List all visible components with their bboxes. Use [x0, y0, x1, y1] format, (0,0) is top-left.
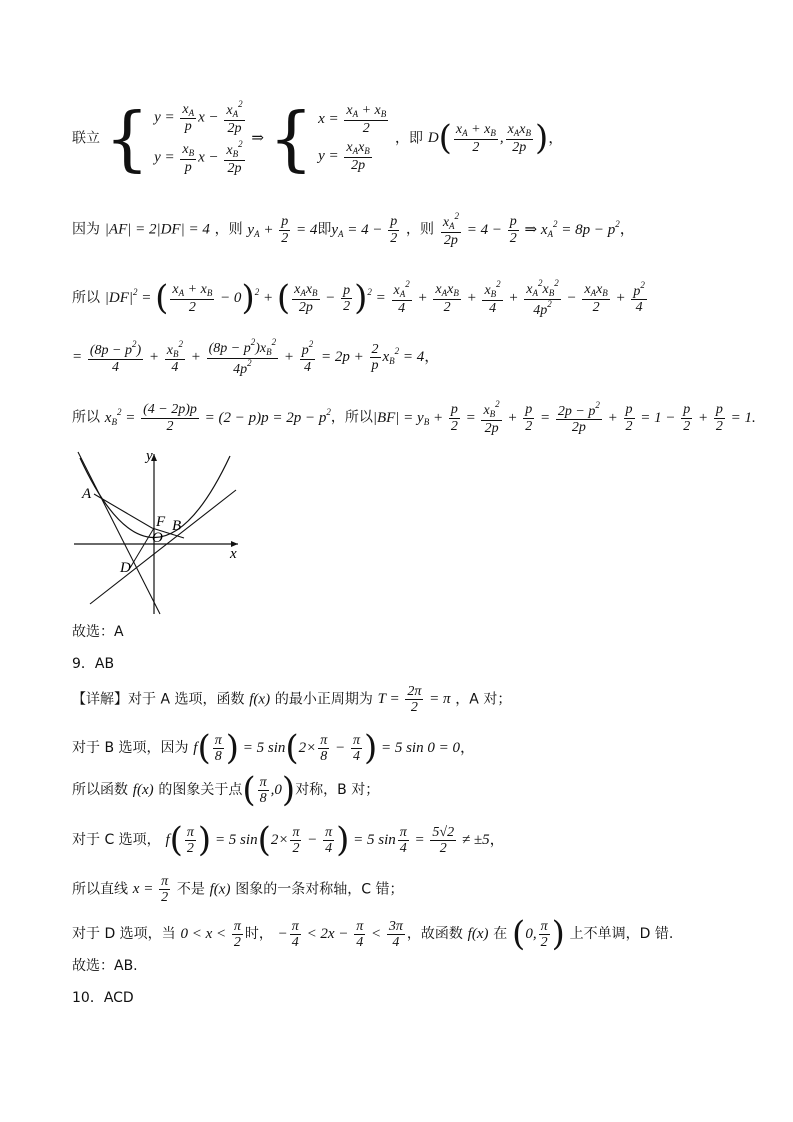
- expr-bf: $|BF| = y_B$ + $\frac{p}{2}$ = $\frac{x_B^2}{2p}$ + $\frac{p}{2}$ = $\frac{2p - p^2}{2p}$ + $\frac{p}{2}$ = 1 − $\frac{p}{2}$ + $\frac{p}{2}$ = 1.: [372, 399, 756, 436]
- expr-df2: $|DF|^2$ = ( $\frac{x_A + x_B}{2}$ − 0)$^2$ + ( $\frac{x_Ax_B}{2p}$ − $\frac{p}{2}$ )$^2$ = $\frac{x_A^2}{4}$ + $\frac{x_Ax_B}{2}$ + $\frac{x_B^2}{4}$ + $\frac{x_A^2x_B^2}{4p^2}$ − $\frac{x_Ax_B}{2}$ + $\frac{p^2}{4}$: [104, 277, 645, 318]
- equation-system-line: 联立 { y = $\frac{x_A}{p}$ x − $\frac{x_A^2}{2p}$ y = $\frac{x_B}{p}$ x − $\frac{x_B^2}{2p}$ ⇒ { x = $\frac{x_A + x_B}{2}$ y = $\frac{x_Ax_B}{2p}$ ，即 D( $\frac{x_A + x_B}{2}$ , $\frac{x_Ax_B}{2p}$ )，: [72, 97, 564, 180]
- left-brace: {: [104, 97, 150, 180]
- df-squared-line: [72, 278, 649, 319]
- text-option-d: 对于 D 选项，当: [72, 925, 176, 942]
- symmetry-point-line: [72, 770, 379, 811]
- symmetry-axis-line: [72, 874, 403, 906]
- text-lianli: 联立: [72, 130, 100, 147]
- expr-fx-4: f(x): [467, 925, 489, 942]
- answer-a: 故选：A: [72, 624, 124, 640]
- text-jiji: ，即: [395, 130, 424, 147]
- point-d-expr: D( $\frac{x_A + x_B}{2}$ , $\frac{x_Ax_B}{2p}$ ): [427, 118, 549, 159]
- text-suoyi-line: 所以直线: [72, 881, 128, 898]
- label-y: y: [146, 448, 153, 464]
- label-a: A: [82, 486, 92, 502]
- question-10-heading: 10．ACD: [72, 990, 134, 1006]
- option-a-line: [72, 684, 511, 716]
- expr-fx: f(x): [249, 691, 271, 708]
- expr-period: T = $\frac{2\pi}{2}$ = π: [377, 684, 451, 716]
- text-shi: 时，: [244, 925, 273, 942]
- expr-xb2: $x_B^2$ = $\frac{(4 - 2p)p}{2}$ = $(2 - p)p = 2p - p^2$: [104, 402, 331, 434]
- chord-ab: [94, 494, 184, 538]
- text-zai: 在: [493, 925, 508, 942]
- text-b-correct: 对称，B 对；: [295, 781, 380, 798]
- text-option-c: 对于 C 选项，: [72, 831, 161, 848]
- option-b-line: 对于 B 选项，因为 f( $\frac{\pi}{8}$ ) = 5 sin(2× $\frac{\pi}{8}$ − $\frac{\pi}{4}$ ) = 5 sin 0 = 0，: [72, 728, 475, 768]
- text-graph-point: 的图象关于点: [158, 781, 243, 798]
- text-c-wrong: 图象的一条对称轴，C 错；: [235, 881, 404, 898]
- df-simplify-line: = $\frac{(8p - p^2)}{4}$ + $\frac{x_B^2}{4}$ + $\frac{(8p - p^2)x_B^2}{4p^2}$ + $\frac{p^2}{4}$ = 2p + $\frac{2}{p}$ $x_B^2 = 4$，: [72, 337, 440, 377]
- expr-fx-3: f(x): [209, 881, 231, 898]
- system-right: x = $\frac{x_A + x_B}{2}$ y = $\frac{x_Ax_B}{2p}$: [318, 103, 387, 174]
- text-yinwei: 因为: [72, 221, 100, 238]
- parabola-figure: [70, 448, 250, 618]
- text-a-correct: ，A 对；: [455, 691, 512, 708]
- label-x: x: [230, 546, 237, 562]
- text-suoyi: 所以: [72, 289, 100, 306]
- system-left: y = $\frac{x_A}{p}$ x − $\frac{x_A^2}{2p}$ y = $\frac{x_B}{p}$ x − $\frac{x_B^2}{2p}$: [154, 99, 243, 177]
- left-brace-2: {: [268, 97, 314, 180]
- text-period: 的最小正周期为: [274, 691, 373, 708]
- label-b: B: [172, 518, 182, 534]
- implies-arrow: ⇒: [251, 128, 264, 147]
- label-f: F: [156, 514, 166, 530]
- text-bushi: 不是: [176, 881, 205, 898]
- text-gu: ，故函数: [406, 925, 463, 942]
- segment-df: [130, 528, 154, 568]
- text-ji: 即: [317, 221, 332, 238]
- text-detail-a: 【详解】对于 A 选项，函数: [72, 691, 245, 708]
- expr-simplify: = $\frac{(8p - p^2)}{4}$ + $\frac{x_B^2}{4}$ + $\frac{(8p - p^2)x_B^2}{4p^2}$ + $\frac{p^2}{4}$ = 2p + $\frac{2}{p}$ $x_B^2 = 4$: [72, 337, 425, 377]
- af-df-line: 因为 |AF| = 2|DF| = 4 ，则 $y_A$ + $\frac{p}{2}$ = 4即$y_A = 4$ − $\frac{p}{2}$ ，则 $\frac{x_A^2}{2p}$ = 4 − $\frac{p}{2}$ ⇒ $x_A^2 = 8p - p^2$，: [72, 211, 635, 248]
- expr-af: |AF| = 2|DF| = 4: [104, 221, 210, 238]
- text-ze: ，则: [214, 221, 243, 238]
- tangent-a: [78, 452, 160, 614]
- text-suoyi-3: ，所以: [330, 409, 373, 426]
- expr-arg-range: − $\frac{\pi}{4}$ < 2x − $\frac{\pi}{4}$ < $\frac{3\pi}{4}$: [277, 918, 403, 950]
- text-d-wrong: 上不单调，D 错.: [569, 925, 674, 942]
- answer-ab: 故选：AB.: [72, 958, 138, 974]
- tangent-b: [90, 490, 236, 604]
- option-d-line: [72, 914, 673, 955]
- expr-f-pi8: f( $\frac{\pi}{8}$ ) = 5 sin(2× $\frac{\pi}{8}$ − $\frac{\pi}{4}$ ) = 5 sin 0 = 0: [193, 728, 460, 768]
- expr-xa2: $\frac{x_A^2}{2p}$ = 4 − $\frac{p}{2}$ ⇒ $x_A^2 = 8p - p^2$: [442, 211, 620, 248]
- expr-fx-2: f(x): [132, 781, 154, 798]
- text-option-b: 对于 B 选项，因为: [72, 739, 189, 756]
- expr-x-range: 0 < x < $\frac{\pi}{2}$: [180, 918, 241, 950]
- bf-line: [72, 400, 756, 436]
- expr-x-pi2: x = $\frac{\pi}{2}$: [132, 874, 169, 906]
- expr-interval: (0, $\frac{\pi}{2}$ ): [512, 914, 565, 954]
- option-c-line: 对于 C 选项， f( $\frac{\pi}{2}$ ) = 5 sin(2× $\frac{\pi}{2}$ − $\frac{\pi}{4}$ ) = 5 sin $\frac{\pi}{4}$ = $\frac{5√2}{2}$ ≠ ±5，: [72, 820, 505, 860]
- text-ze2: ，则: [406, 221, 435, 238]
- parabola-curve: [80, 456, 230, 538]
- expr-point: ( $\frac{\pi}{8}$ ,0): [242, 770, 296, 810]
- question-9-heading: 9．AB: [72, 656, 115, 672]
- expr-f-pi2: f( $\frac{\pi}{2}$ ) = 5 sin(2× $\frac{\pi}{2}$ − $\frac{\pi}{4}$ ) = 5 sin $\frac{\pi}{4}$ = $\frac{5√2}{2}$ ≠ ±5: [165, 820, 490, 860]
- text-suoyi-fx: 所以函数: [72, 781, 128, 798]
- expr-ya2: $y_A = 4$ − $\frac{p}{2}$: [331, 214, 398, 246]
- expr-ya: $y_A$ + $\frac{p}{2}$ = 4: [247, 214, 318, 246]
- text-suoyi-2: 所以: [72, 409, 100, 426]
- label-o: O: [152, 530, 163, 546]
- label-d: D: [120, 560, 131, 576]
